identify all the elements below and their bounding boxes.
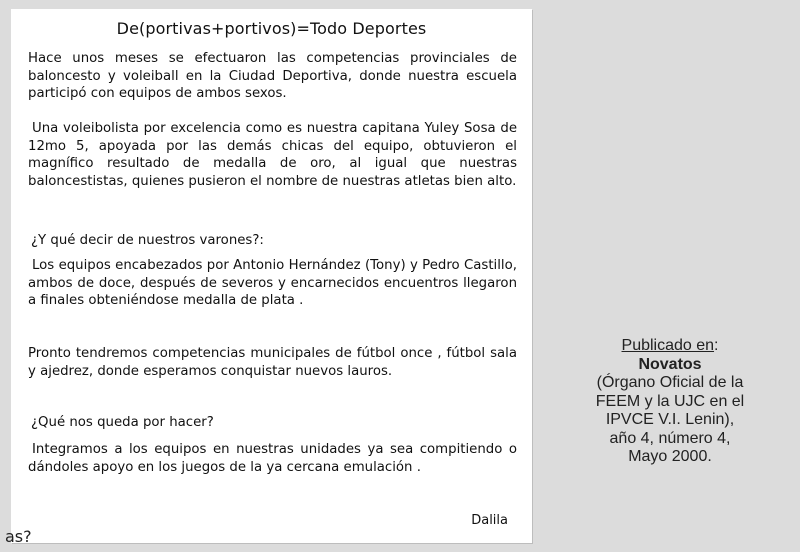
published-in-colon: : xyxy=(714,337,719,354)
signature: Dalila xyxy=(471,513,508,528)
published-in-line xyxy=(590,337,750,356)
publication-detail-2: FEEM y la UJC en el xyxy=(595,392,745,410)
publication-detail-1: (Órgano Oficial de la xyxy=(596,374,744,391)
cutoff-text-fragment: as? xyxy=(5,527,32,546)
paragraph-2: Una voleibolista por excelencia como es nuestra capitana Yuley Sosa de 12mo 5, apoyada por las demás chicas del equipo, obtuvieron el magnífico resultado de medalla de oro, al igual que nuestras baloncestistas, quienes pusieron el nombre de nuestras atletas bien alto. xyxy=(28,121,517,189)
paragraph-3: ¿Y qué decir de nuestros varones?: xyxy=(31,233,264,248)
publication-detail-5: Mayo 2000. xyxy=(628,448,712,465)
published-in-label: Publicado en xyxy=(621,337,715,354)
article-title: De(portivas+portivos)=Todo Deportes xyxy=(116,19,427,38)
publication-name: Novatos xyxy=(638,355,702,373)
publication-detail-4: año 4, número 4, xyxy=(609,429,731,447)
publication-caption xyxy=(590,337,750,467)
publication-detail-3: IPVCE V.I. Lenin), xyxy=(605,411,735,428)
paragraph-7: Integramos a los equipos en nuestras unidades ya sea compitiendo o dándoles apoyo en los juegos de la ya cercana emulación . xyxy=(28,442,517,475)
article-scan xyxy=(5,9,532,546)
paragraph-6: ¿Qué nos queda por hacer? xyxy=(31,415,214,430)
paragraph-5: Pronto tendremos competencias municipales de fútbol once , fútbol sala y ajedrez, donde esperamos conquistar nuevos lauros. xyxy=(28,346,517,379)
paragraph-1: Hace unos meses se efectuaron las competencias provinciales de baloncesto y voleiball en la Ciudad Deportiva, donde nuestra escuela participó con equipos de ambos sexos. xyxy=(28,51,517,102)
paragraph-4: Los equipos encabezados por Antonio Hernández (Tony) y Pedro Castillo, ambos de doce, después de severos y encarnecidos encuentros llegaron a finales obteniéndose medalla de plata . xyxy=(28,258,517,309)
